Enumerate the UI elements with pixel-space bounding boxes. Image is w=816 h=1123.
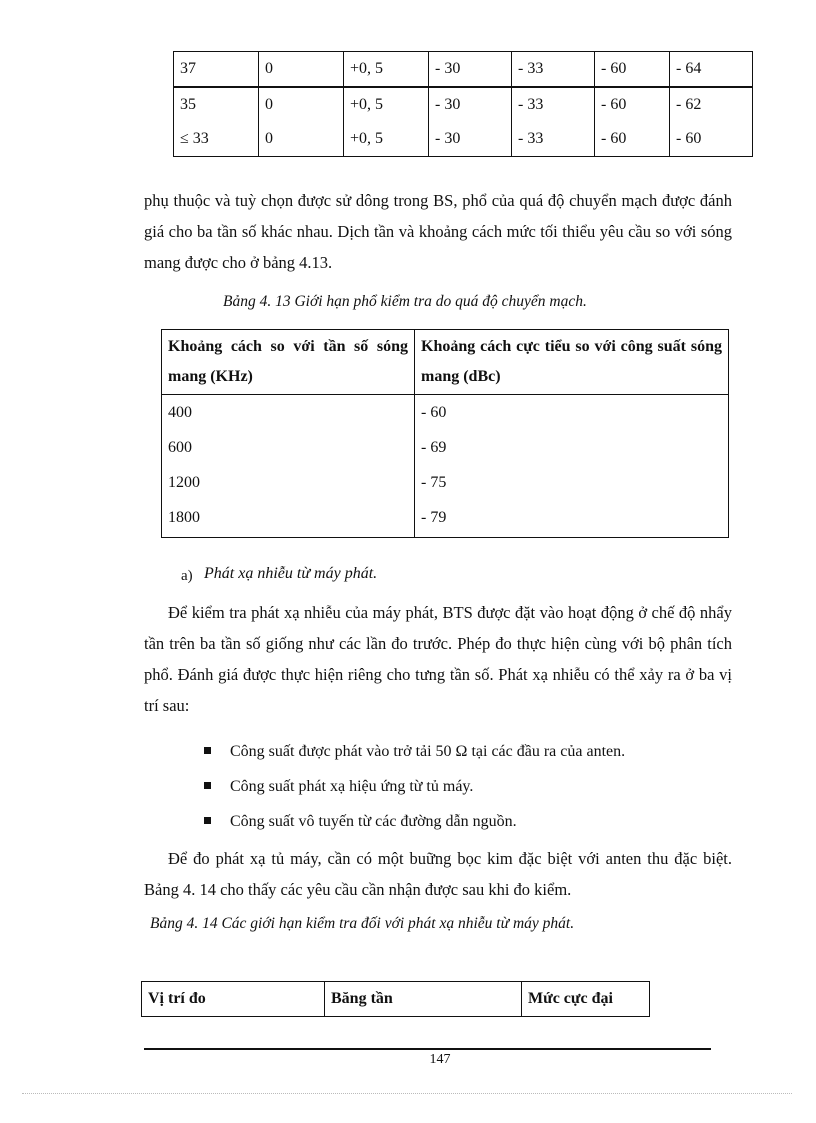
cell-line: - 75 [421,474,447,491]
table-header-row [162,330,729,395]
page-number: 147 [429,1052,451,1067]
table-row [174,52,753,88]
footer-rule [144,1048,711,1050]
cell-line: 1800 [168,509,200,526]
table-cell [595,87,670,157]
table-header-row [142,982,650,1017]
table-row [174,87,753,157]
square-bullet-icon [204,782,211,789]
table-cell [670,87,753,157]
list-item [204,769,744,804]
table-cell [415,395,729,538]
transmitter-spurious-limits-table [141,981,650,1017]
continuation-table [173,51,753,157]
bullet-list [204,734,744,839]
body-paragraph: Để kiểm tra phát xạ nhiễu của máy phát, BTS được đặt vào hoạt động ở chế độ nhẩy tần trên ba tần số giống như các lần đo trước. Phép đo thực hiện cùng với bộ phân tích phổ. Đánh giá được thực hiện riêng cho tưng tần số. Phát xạ nhiễu có thể xảy ra ở ba vị trí sau: [144,603,732,715]
table-cell: 37 [174,52,259,88]
switching-transient-limits-table [161,329,729,538]
cell-line: - 79 [421,509,447,526]
list-item [204,804,744,839]
list-item-text: Công suất vô tuyến từ các đường dẫn nguồn. [230,813,517,830]
table-cell: - 64 [670,52,753,88]
cell-line: 0 [265,96,273,113]
cell-line: 600 [168,439,192,456]
section-title: Phát xạ nhiễu từ máy phát. [204,565,378,582]
table-caption: Bảng 4. 14 Các giới hạn kiểm tra đối với phát xạ nhiễu từ máy phát. [150,915,575,932]
table-cell [429,87,512,157]
cell-line: ≤ 33 [180,130,209,147]
cell-line: - 60 [421,404,447,421]
body-paragraph: phụ thuộc và tuỳ chọn được sử dông trong BS, phổ của quá độ chuyển mạch được đánh giá cho ba tần số khác nhau. Dịch tần và khoảng cách mức tối thiểu yêu cầu so với sóng mang được cho ở bảng 4.13. [144,191,732,272]
table-header-cell: Khoảng cách so với tần số sóng mang (KHz) [162,330,415,395]
page-edge-divider [22,1093,792,1094]
cell-line: +0, 5 [350,96,384,113]
table-cell [174,87,259,157]
table-header-cell: Băng tần [325,982,522,1017]
cell-line: - 33 [518,96,544,113]
cell-line: 35 [180,96,196,113]
square-bullet-icon [204,817,211,824]
cell-line: 1200 [168,474,200,491]
cell-line: - 60 [601,130,627,147]
table-cell: 0 [259,52,344,88]
table-cell [512,87,595,157]
square-bullet-icon [204,747,211,754]
table-cell: - 33 [512,52,595,88]
cell-line: - 30 [435,96,461,113]
table-caption: Bảng 4. 13 Giới hạn phổ kiểm tra do quá độ chuyển mạch. [223,293,587,310]
cell-line: 0 [265,130,273,147]
cell-line: - 60 [601,96,627,113]
table-header-cell: Mức cực đại [522,982,650,1017]
table-header-cell: Khoảng cách cực tiểu so với công suất sóng mang (dBc) [415,330,729,395]
table-cell: - 60 [595,52,670,88]
table-header-cell: Vị trí đo [142,982,325,1017]
cell-line: - 33 [518,130,544,147]
cell-line: - 60 [676,130,702,147]
list-item-text: Công suất phát xạ hiệu ứng từ tủ máy. [230,778,474,795]
cell-line: - 30 [435,130,461,147]
cell-line: - 62 [676,96,702,113]
table-cell: - 30 [429,52,512,88]
cell-line: 400 [168,404,192,421]
table-cell: +0, 5 [344,52,429,88]
table-row [162,395,729,538]
table-cell [162,395,415,538]
list-item-text: Công suất được phát vào trở tải 50 Ω tại các đầu ra của anten. [230,743,626,760]
list-item [204,734,744,769]
table-cell [259,87,344,157]
body-paragraph: Để đo phát xạ tủ máy, cần có một buững bọc kim đặc biệt với anten thu đặc biệt. Bảng 4. 14 cho thấy các yêu cầu cần nhận được sau khi đo kiểm. [144,849,732,899]
cell-line: - 69 [421,439,447,456]
section-marker: a) [181,568,193,584]
cell-line: +0, 5 [350,130,384,147]
table-cell [344,87,429,157]
